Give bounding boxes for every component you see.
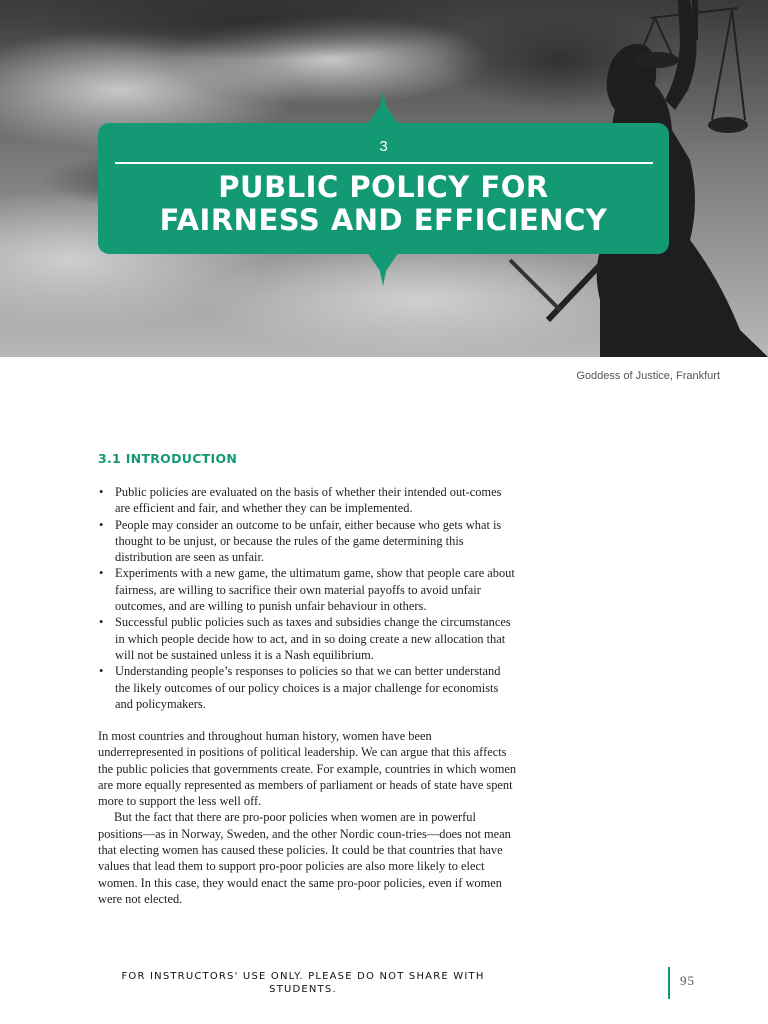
summary-bullet-list [98,484,518,712]
bullet-item: • Experiments with a new game, the ultimatum game, show that people care about fairness, are willing to sacrifice their own material payoffs to avoid unfair outcomes, and are willing to punish unfair behaviour in others. [98,565,518,614]
page-number-rule [668,967,670,999]
page-number: 95 [680,973,695,988]
chapter-number: 3 [379,138,388,155]
paragraph: In most countries and throughout human history, women have been underrepresented in positions of political leadership. We can argue that this affects the public policies that governments create. For example, countries in which women are more equally represented as members of parliament or heads of state have spent more to support the less well off. [98,729,517,809]
body-text [98,728,518,907]
banner-divider [115,162,653,164]
chapter-title: PUBLIC POLICY FOR FAIRNESS AND EFFICIENCY [159,170,608,237]
paragraph: But the fact that there are pro-poor policies when women are in powerful positions—as in Norway, Sweden, and the other Nordic coun-tries—does not mean that electing women has caused these policies. It could be that countries that have values that lead them to support pro-poor policies are also more likely to elect women. In this case, they would enact the same pro-poor policies, even if women were not elected. [98,810,511,906]
footer-notice: FOR INSTRUCTORS' USE ONLY. PLEASE DO NOT SHARE WITH STUDENTS. [121,971,485,995]
chapter-title-banner [98,123,669,254]
bullet-item: • Successful public policies such as taxes and subsidies change the circumstances in which people decide how to act, and in so doing create a new allocation that will not be sustained unless it is a Nash equilibrium. [98,614,518,663]
image-caption: Goddess of Justice, Frankfurt [576,370,720,382]
bullet-item: • People may consider an outcome to be unfair, either because who gets what is thought to be unjust, or because the rules of the game determining this distribution are seen as unfair. [98,517,518,566]
bullet-item: • Understanding people’s responses to policies so that we can better understand the likely outcomes of our policy choices is a major challenge for economists and policymakers. [98,663,518,712]
bullet-item: • Public policies are evaluated on the basis of whether their intended out-comes are efficient and fair, and whether they can be implemented. [98,484,518,517]
section-heading: 3.1 INTRODUCTION [98,451,238,466]
banner-body [98,123,669,254]
